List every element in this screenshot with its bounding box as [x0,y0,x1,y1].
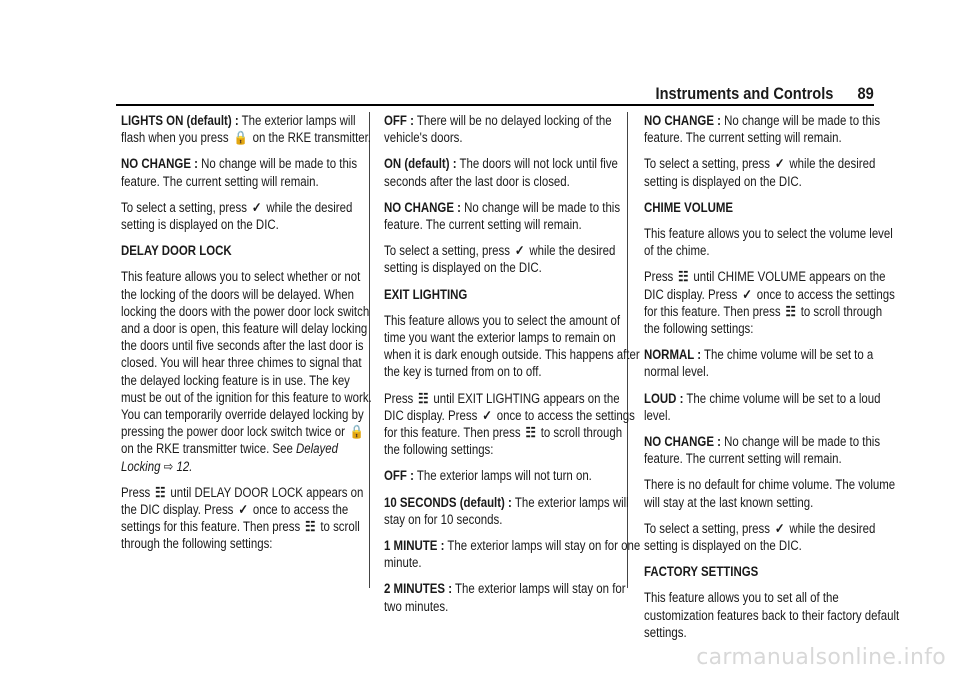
text: on the RKE transmitter twice. See [121,441,293,457]
off-entry-2 [384,467,641,484]
heading-exit-lighting: EXIT LIGHTING [384,286,468,302]
term: NO CHANGE : [384,199,461,215]
text: The exterior lamps will flash when you press [121,113,356,146]
press-instruction [384,390,641,459]
page-header [656,84,874,104]
menu-icon: ☷ [785,303,796,319]
select-instruction-2 [644,520,901,554]
text: The chime volume will be set to a loud level. [644,390,881,423]
term: NO CHANGE : [644,113,721,128]
text: The chime volume will be set to a normal level. [644,347,874,380]
heading-factory-settings: FACTORY SETTINGS [644,564,759,580]
check-icon: ✓ [251,199,262,215]
text: while the desired setting is displayed on the DIC. [121,199,353,233]
check-icon: ✓ [514,243,525,259]
two-minutes-entry [384,580,641,614]
off-entry [384,112,641,146]
lights-on-entry [121,112,378,146]
press-instruction [644,268,901,337]
term: ON (default) : [384,156,457,172]
text: No change will be made to this feature. The current setting will remain. [644,113,881,146]
normal-entry [644,346,901,380]
check-icon: ✓ [482,407,492,423]
term: 1 MINUTE : [384,538,445,554]
check-icon: ✓ [238,502,248,518]
text: There will be no delayed locking of the vehicle's doors. [384,113,612,146]
cross-reference-link[interactable]: Delayed Locking [121,441,339,474]
check-icon: ✓ [774,520,785,536]
loud-entry [644,390,901,424]
term: 2 MINUTES : [384,581,453,597]
text: The doors will not lock until five seconds after the last door is closed. [384,156,618,189]
term: NO CHANGE : [121,156,198,172]
text: The exterior lamps will stay on for 10 seconds. [384,494,629,527]
menu-icon: ☷ [678,269,689,285]
on-entry [384,155,641,189]
text: No change will be made to this feature. The current setting will remain. [384,199,621,233]
press-instruction [121,484,378,553]
menu-icon: ☷ [305,519,316,535]
watermark: carmanualsonline.info [696,645,946,670]
no-change-entry [384,199,641,233]
text: The exterior lamps will not turn on. [416,468,592,484]
ten-seconds-entry [384,494,641,528]
key-fob-icon: 🔒 [233,130,248,146]
column-3 [644,112,912,650]
page-reference[interactable]: 12. [176,458,193,474]
text: while the desired setting is displayed on the DIC. [644,156,876,189]
factory-settings-body: This feature allows you to set all of the customization features back to their factory default settings. [644,590,900,640]
term: OFF : [384,113,414,128]
column-1 [121,112,389,562]
heading-delay-door-lock: DELAY DOOR LOCK [121,243,232,259]
lock-icon: 🔒 [349,424,365,440]
no-change-entry [121,155,378,189]
text: until EXIT LIGHTING appears on the DIC display. Press [384,390,620,423]
text: while the desired setting is displayed on the DIC. [384,243,616,276]
term: OFF : [384,468,414,484]
section-title: Instruments and Controls [655,84,834,103]
exit-lighting-body: This feature allows you to select the amount of time you want the exterior lamps to remain on when it is dark enough outside. This happens after the key is turned from on to off. [384,312,640,380]
check-icon: ✓ [774,156,785,172]
text: once to access the settings for this feature. Then press [121,502,349,535]
text: while the desired setting is displayed on the DIC. [644,520,876,554]
term: LOUD : [644,390,684,406]
chime-volume-body: This feature allows you to select the volume level of the chime. [644,226,893,259]
delay-door-lock-body [121,268,378,474]
arrow-icon: ⇨ [163,458,174,474]
text: Press [384,390,414,406]
heading-chime-volume: CHIME VOLUME [644,199,734,215]
header-rule [116,104,874,106]
text: The exterior lamps will stay on for one minute. [384,538,641,571]
text: until DELAY DOOR LOCK appears on the DIC display. Press [121,484,364,518]
text: To select a setting, press [644,156,771,172]
column-2 [384,112,652,624]
text: to scroll through the following settings: [644,303,883,337]
term: NO CHANGE : [644,434,721,450]
text: until CHIME VOLUME appears on the DIC display. Press [644,269,886,302]
text: Press [121,484,151,500]
text: The exterior lamps will stay on for two minutes. [384,581,626,614]
term: LIGHTS ON (default) : [121,113,239,128]
text: once to access the settings for this feature. Then press [644,286,895,319]
no-change-entry [644,112,901,146]
no-default-note: There is no default for chime volume. The volume will stay at the last known setting. [644,477,896,510]
menu-icon: ☷ [525,425,536,441]
one-minute-entry [384,537,641,571]
text: on the RKE transmitter. [252,130,371,146]
text: Press [644,269,674,285]
select-instruction [644,155,901,189]
menu-icon: ☷ [418,390,429,406]
term: 10 SECONDS (default) : [384,494,512,510]
check-icon: ✓ [742,286,752,302]
text: once to access the settings for this feature. Then press [384,407,635,441]
page-number: 89 [857,84,874,103]
text: To select a setting, press [121,199,248,215]
text: No change will be made to this feature. The current setting will remain. [121,156,358,189]
text: No change will be made to this feature. The current setting will remain. [644,434,881,467]
text: This feature allows you to select whether or not the locking of the doors will be delayed. When locking the doors with the power door lock switch and a door is open, this feature will delay locking the doors until five seconds after the last door is closed. You will hear three chimes to signal that the delayed locking feature is in use. The key must be out of the ignition for this feature to work. You can temporarily override delayed locking by pressing the power door lock switch twice or [121,269,372,440]
term: NORMAL : [644,347,702,363]
text: to scroll through the following settings: [384,425,623,458]
select-instruction [121,199,378,233]
text: To select a setting, press [384,243,511,259]
text: to scroll through the following settings: [121,519,360,552]
no-change-entry-2 [644,433,901,467]
select-instruction [384,242,641,276]
text: To select a setting, press [644,520,771,536]
menu-icon: ☷ [155,484,166,500]
